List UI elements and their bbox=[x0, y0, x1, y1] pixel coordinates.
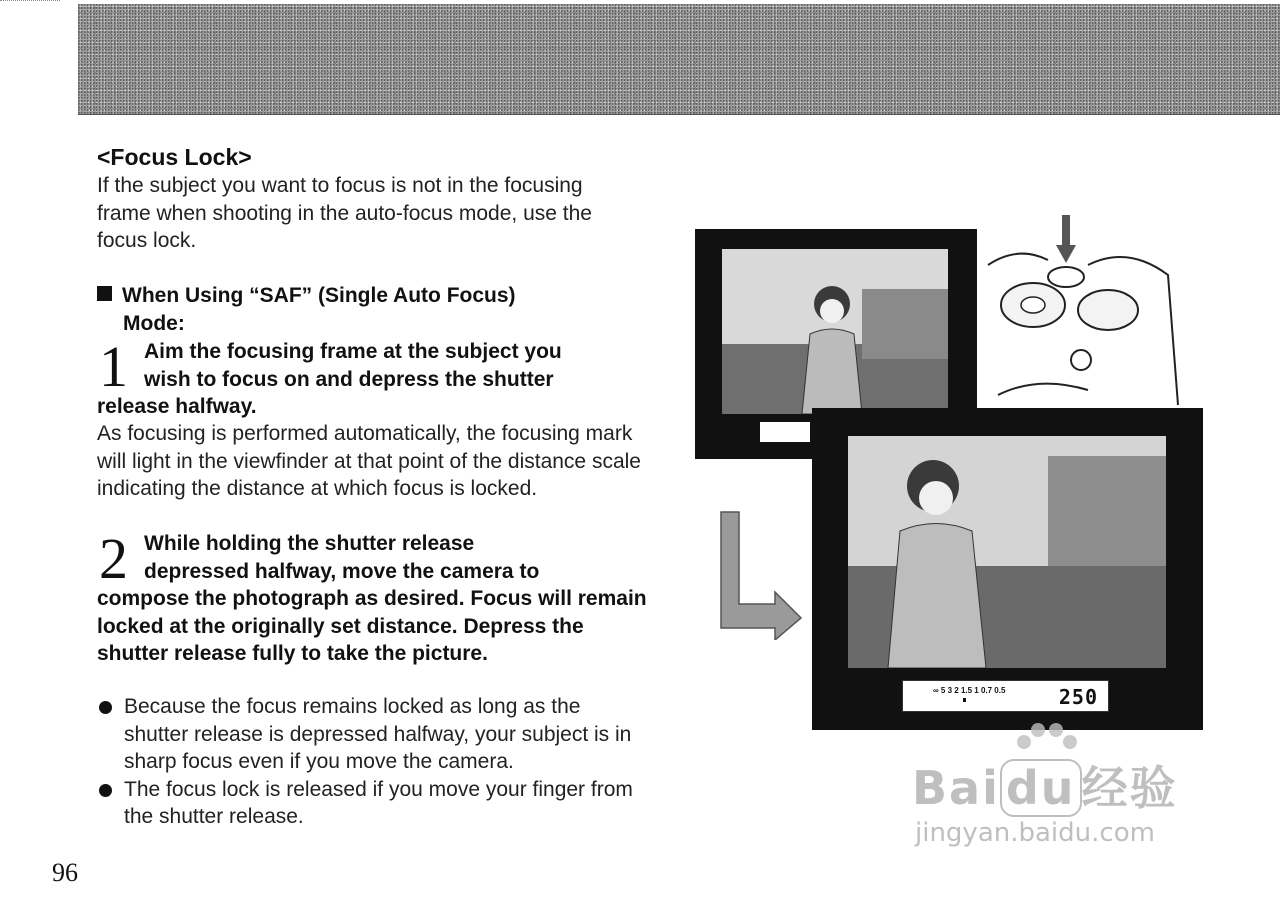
woman-photo-illustration bbox=[848, 436, 1166, 668]
square-bullet-icon bbox=[97, 286, 112, 301]
bent-arrow-icon bbox=[717, 508, 807, 640]
watermark-brand-mid: du bbox=[1000, 759, 1082, 817]
mode-heading-line1: When Using “SAF” (Single Auto Focus) bbox=[122, 284, 516, 307]
list-item bbox=[97, 693, 637, 776]
step-1-line3: release halfway. bbox=[97, 395, 257, 418]
step-1-line2: wish to focus on and depress the shutter bbox=[144, 367, 554, 391]
focus-mark-icon bbox=[963, 698, 966, 702]
step-2-rest: compose the photograph as desired. Focus will remain locked at the originally set distance. Depress the shutter release fully to take the picture. bbox=[97, 587, 647, 665]
list-item bbox=[97, 776, 637, 831]
bullet-dot-icon bbox=[99, 701, 112, 714]
note-text: Because the focus remains locked as long as the shutter release is depressed halfway, your subject is in sharp focus even if you move the camera. bbox=[124, 695, 632, 773]
mode-heading-line2: Mode: bbox=[123, 312, 185, 335]
step-2-instruction bbox=[97, 526, 657, 668]
page-number: 96 bbox=[52, 858, 78, 887]
distance-scale: ∞ 5 3 2 1.5 1 0.7 0.5 bbox=[933, 686, 1006, 695]
viewfinder-frame-2 bbox=[812, 408, 1203, 730]
shutter-speed-readout: 250 bbox=[1058, 685, 1098, 709]
watermark-brand-right: 经验 bbox=[1081, 761, 1178, 815]
paw-icon bbox=[1012, 720, 1082, 760]
viewfinder-display bbox=[902, 680, 1109, 712]
step-2-line2: depressed halfway, move the camera to bbox=[144, 559, 540, 583]
header-banner bbox=[78, 4, 1280, 115]
notes-list bbox=[97, 693, 637, 831]
camera-shutter-illustration bbox=[978, 205, 1198, 410]
watermark-logo bbox=[912, 752, 1178, 818]
step-2-number: 2 bbox=[99, 526, 128, 591]
viewfinder-info-strip bbox=[760, 422, 810, 442]
subject-photo-2 bbox=[848, 436, 1166, 668]
note-text: The focus lock is released if you move your finger from the shutter release. bbox=[124, 777, 633, 828]
subject-photo-1 bbox=[722, 249, 948, 414]
watermark-brand-left: Bai bbox=[912, 761, 1000, 815]
step-1-instruction bbox=[97, 334, 657, 421]
intro-paragraph: If the subject you want to focus is not in the focusing frame when shooting in the auto-focus mode, use the focus lock. bbox=[97, 174, 592, 252]
mode-heading bbox=[97, 282, 617, 338]
watermark-url: jingyan.baidu.com bbox=[915, 818, 1155, 848]
step-2-line1: While holding the shutter release bbox=[144, 532, 475, 555]
bullet-dot-icon bbox=[99, 784, 112, 797]
step-1-body: As focusing is performed automatically, the focusing mark will light in the viewfinder at that point of the distance scale indicating the distance at which focus is locked. bbox=[97, 422, 641, 500]
section-title: <Focus Lock> bbox=[97, 144, 252, 170]
woman-photo-illustration bbox=[722, 249, 948, 414]
step-1-number: 1 bbox=[99, 334, 128, 399]
scan-mark bbox=[0, 0, 60, 7]
step-1-line1: Aim the focusing frame at the subject you bbox=[144, 340, 562, 363]
